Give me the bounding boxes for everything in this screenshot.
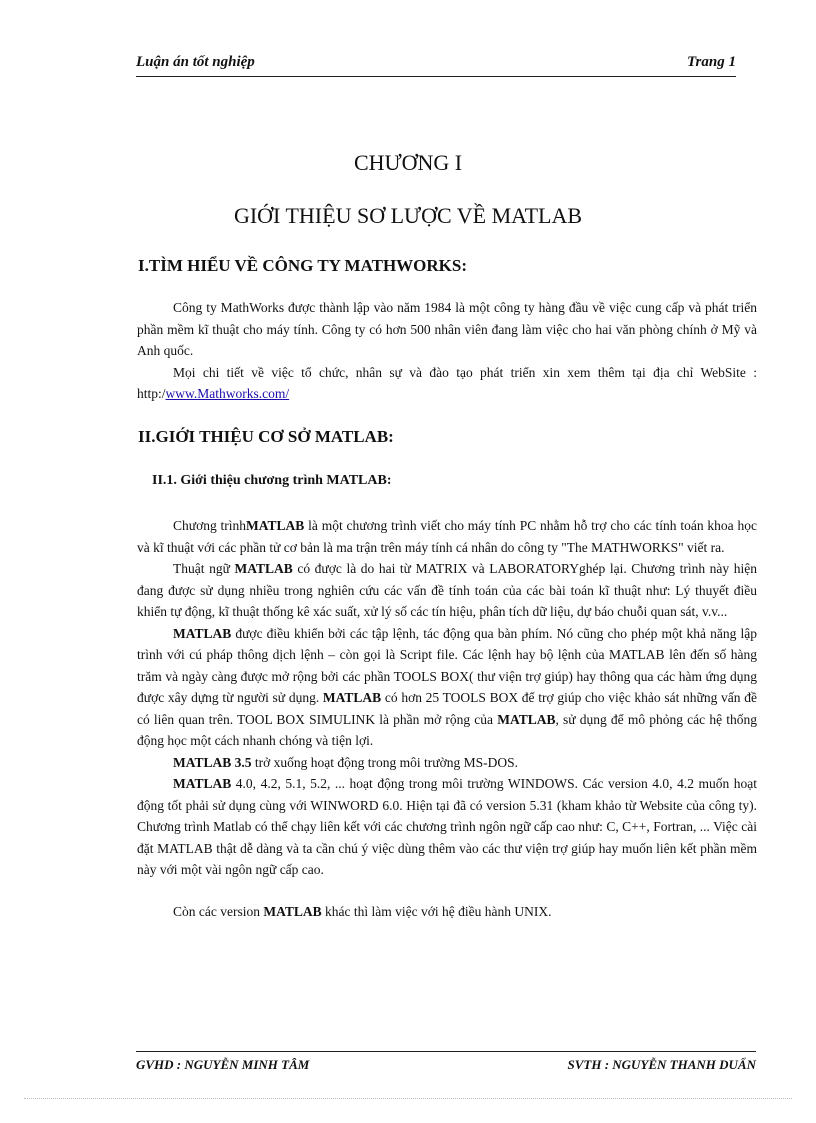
paragraph: Còn các version MATLAB khác thì làm việc với hệ điều hành UNIX. (173, 903, 552, 919)
paragraph: MATLAB được điều khiển bởi các tập lệnh, tác động qua bàn phím. Nó cũng cho phép một khả năng lập trình với cú pháp thông dịch lệnh – còn gọi là Script file. Các lệnh hay bộ lệnh của MATLAB lên đến số hàng trăm và ngày càng được mở rộng bởi các phần TOOLS BOX( thư viện trợ giúp) hay thông qua các hàm ứng dụng được xây dựng từ người sử dụng. MATLAB có hơn 25 TOOLS BOX để trợ giúp cho việc khảo sát những vấn đề có liên quan trên. TOOL BOX SIMULINK là phần mở rộng của MATLAB, sử dụng để mô phỏng các hệ thống động học một cách nhanh chóng và tiện lợi. (137, 625, 757, 748)
section-1-heading: I.TÌM HIỂU VỀ CÔNG TY MATHWORKS: (138, 256, 468, 275)
paragraph (137, 362, 757, 405)
paragraph: Thuật ngữ MATLAB có được là do hai từ MATRIX và LABORATORYghép lại. Chương trình này hiện đang được sử dụng nhiều trong nghiên cứu các vấn đề tính toán của các bài toán kĩ thuật như: Lý thuyết điều khiển tự động, kĩ thuật thống kê xác suất, xử lý số các tín hiệu, phân tích dữ liệu, dự báo chuỗi quan sát, v.v... (137, 561, 757, 619)
paragraph-text: Mọi chi tiết về việc tổ chức, nhân sự và đào tạo phát triển xin xem thêm tại địa chỉ WebSite : http:/ (137, 364, 757, 401)
paragraph: MATLAB 4.0, 4.2, 5.1, 5.2, ... hoạt động trong môi trường WINDOWS. Các version 4.0, 4.2 muốn hoạt động tốt phải sử dụng cùng với WINWORD 6.0. Hiện tại đã có version 5.31 (kham khảo từ Website của công ty). Chương trình Matlab có thể chạy liên kết với các chương trình ngôn ngữ cấp cao như: C, C++, Fortran, ... Việc cài đặt MATLAB thật dễ dàng và ta cần chú ý việc dùng thêm vào các thư viện trợ giúp hay muốn liên kết phần mềm này với một vài ngôn ngữ cấp cao. (137, 776, 757, 877)
header-title: Luận án tốt nghiệp (136, 54, 255, 70)
subsection-heading: II.1. Giới thiệu chương trình MATLAB: (152, 473, 392, 488)
page-footer (136, 1054, 756, 1076)
paragraph: MATLAB 3.5 trở xuống hoạt động trong môi trường MS-DOS. (173, 754, 518, 770)
chapter-title: CHƯƠNG I (353, 150, 463, 175)
page-header (136, 52, 736, 80)
header-page-number: Trang 1 (686, 54, 736, 70)
footer-student: SVTH : NGUYỄN THANH DUẨN (567, 1057, 756, 1072)
footer-advisor: GVHD : NGUYỄN MINH TÂM (136, 1057, 310, 1072)
mathworks-link[interactable]: www.Mathworks.com/ (165, 386, 290, 401)
chapter-subtitle: GIỚI THIỆU SƠ LƯỢC VỀ MATLAB (233, 203, 583, 228)
section-2-heading: II.GIỚI THIỆU CƠ SỞ MATLAB: (138, 427, 394, 446)
paragraph: Công ty MathWorks được thành lập vào năm 1984 là một công ty hàng đầu về việc cung cấp và phát triển phần mềm kĩ thuật cho máy tính. Công ty có hơn 500 nhân viên đang làm việc cho hai văn phòng chính ở Mỹ và Anh quốc. (137, 300, 757, 358)
header-rule (136, 76, 736, 77)
section-1-body (137, 297, 757, 405)
page-bottom-dotted-line (24, 1098, 792, 1099)
footer-rule (136, 1051, 756, 1052)
paragraph: Chương trìnhMATLAB là một chương trình viết cho máy tính PC nhằm hỗ trợ cho các tính toán khoa học và kĩ thuật với các phần tử cơ bản là ma trận trên máy tính cá nhân do công ty "The MATHWORKS" viết ra. (137, 518, 757, 555)
section-2-body (137, 515, 757, 922)
